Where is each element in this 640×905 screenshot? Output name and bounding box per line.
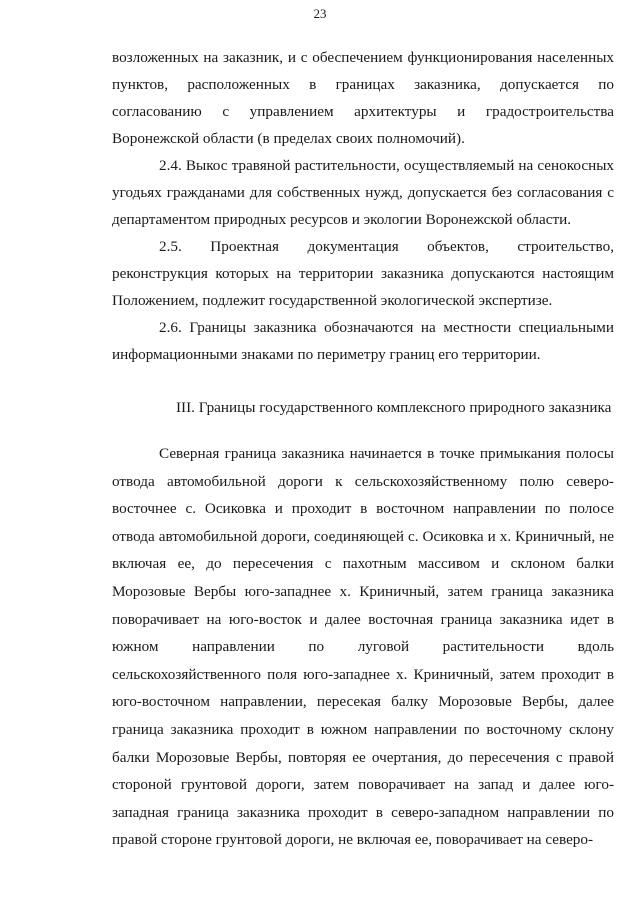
section-paragraph-northern-boundary: Северная граница заказника начинается в точке примыкания полосы отвода автомобильной дороги к сельскохозяйственному полю северо-восточнее с. Осиковка и проходит в восточном направлении по полосе отвода автомобильной дороги, соединяющей с. Осиковка и х. Криничный, не включая ее, до пересечения с пахотным массивом и склоном балки Морозовые Вербы юго-западнее х. Криничный, затем граница заказника поворачивает на юго-восток и далее восточная граница заказника идет в южном направлении по луговой растительности вдоль сельскохозяйственного поля юго-западнее х. Криничный, затем проходит в юго-восточном направлении, пересекая балку Морозовые Вербы, далее граница заказника проходит в южном направлении по восточному склону балки Морозовые Вербы, повторяя ее очертания, до пересечения с правой стороной грунтовой дороги, затем поворачивает на запад и далее юго-западная граница заказника проходит в северо-западном направлении по правой стороне грунтовой дороги, не включая ее, поворачивает на северо- bbox=[112, 445, 614, 849]
paragraph-continuation: возложенных на заказник, и с обеспечением функционирования населенных пунктов, расположенных в границах заказника, допускается по согласованию с управлением архитектуры и градостроительства Воронежской области (в пределах своих полномочий). bbox=[112, 49, 614, 147]
paragraph-2-5: 2.5. Проектная документация объектов, строительство, реконструкция которых на территории заказника допускаются настоящим Положением, подлежит государственной экологической экспертизе. bbox=[112, 238, 614, 309]
page-number: 23 bbox=[313, 6, 327, 21]
paragraph-2-4: 2.4. Выкос травяной растительности, осуществляемый на сенокосных угодьях гражданами для собственных нужд, допускается без согласования с департаментом природных ресурсов и экологии Воронежской области. bbox=[112, 157, 614, 228]
paragraph-2-6: 2.6. Границы заказника обозначаются на местности специальными информационными знаками по периметру границ его территории. bbox=[112, 319, 614, 363]
section-heading: III. Границы государственного комплексного природного заказника bbox=[176, 399, 612, 416]
